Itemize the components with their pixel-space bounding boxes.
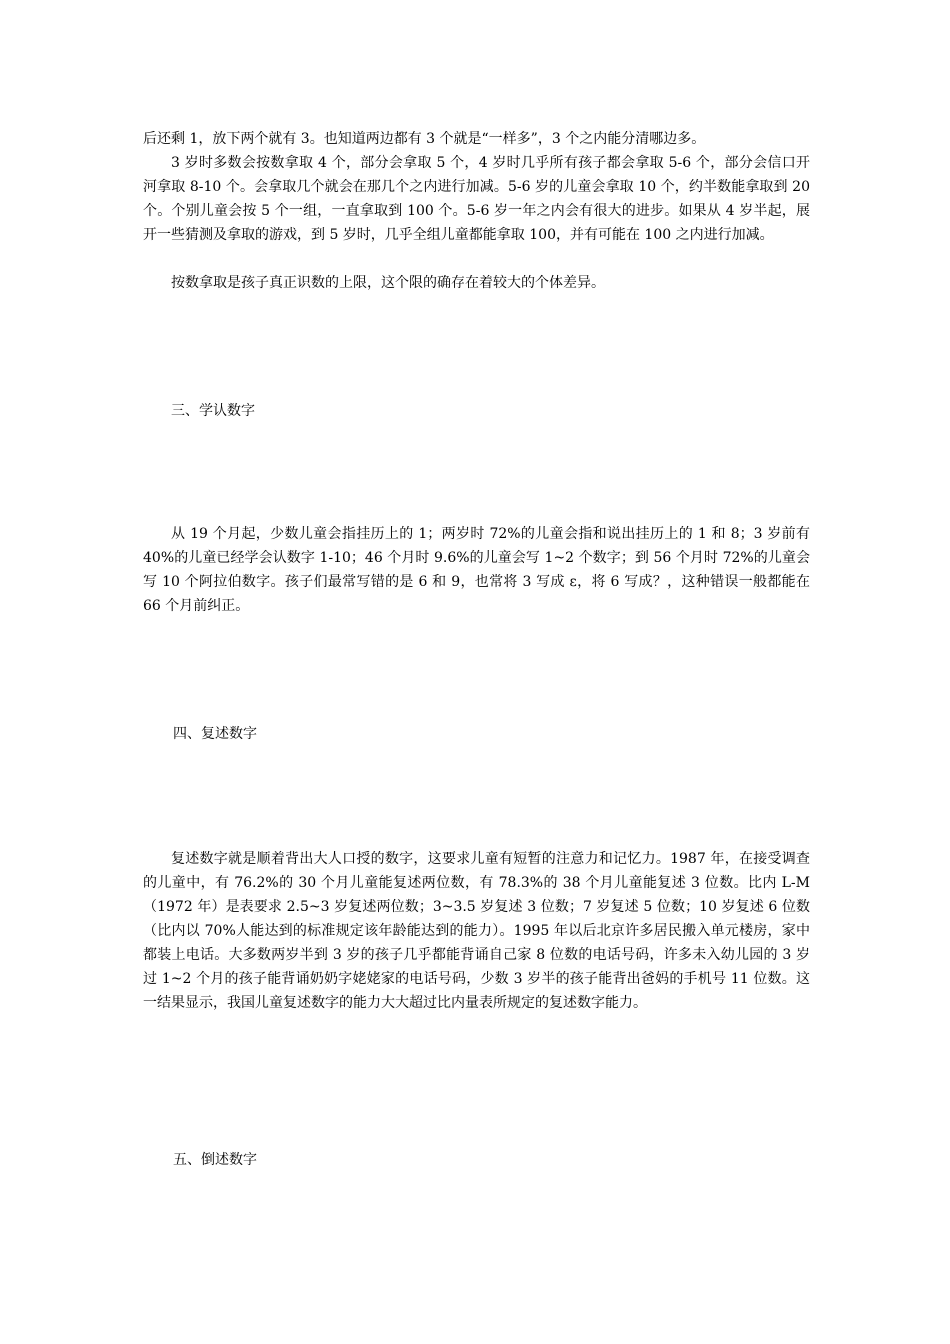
heading-repeating-digits: 四、复述数字 xyxy=(173,726,257,742)
heading-reverse-digits: 五、倒述数字 xyxy=(173,1152,257,1168)
paragraph-taking-by-number: 3 岁时多数会按数拿取 4 个，部分会拿取 5 个，4 岁时几乎所有孩子都会拿取 5-6 个，部分会信口开河拿取 8-10 个。会拿取几个就会在那几个之内进行加减。5-6 岁的儿童会拿取 10 个，约半数能拿取到 20 个。个别儿童会按 5 个一组，一直拿取到 100 个。5-6 岁一年之内会有很大的进步。如果从 4 岁半起，展开一些猜测及拿取的游戏，到 5 岁时，几乎全组儿童都能拿取 100，并有可能在 100 之内进行加减。 xyxy=(143,155,810,243)
paragraph-upper-limit: 按数拿取是孩子真正识数的上限，这个限的确存在着较大的个体差异。 xyxy=(171,275,605,291)
paragraph-repeating-digits: 复述数字就是顺着背出大人口授的数字，这要求儿童有短暂的注意力和记忆力。1987 年，在接受调查的儿童中，有 76.2%的 30 个月儿童能复述两位数，有 78.3%的 38 个月儿童能复述 3 位数。比内 L-M（1972 年）是表要求 2.5~3 岁复述两位数；3~3.5 岁复述 3 位数；7 岁复述 5 位数；10 岁复述 6 位数（比内以 70%人能达到的标准规定该年龄能达到的能力）。1995 年以后北京许多居民搬入单元楼房，家中都装上电话。大多数两岁半到 3 岁的孩子几乎都能背诵自己家 8 位数的电话号码，许多未入幼儿园的 3 岁过 1~2 个月的孩子能背诵奶奶字姥姥家的电话号码，少数 3 岁半的孩子能背出爸妈的手机号 11 位数。这一结果显示，我国儿童复述数字的能力大大超过比内量表所规定的复述数字能力。 xyxy=(143,851,810,1011)
paragraph-recognizing-numerals: 从 19 个月起，少数儿童会指挂历上的 1；两岁时 72%的儿童会指和说出挂历上的 1 和 8；3 岁前有 40%的儿童已经学会认数字 1-10；46 个月时 9.6%的儿童会写 1~2 个数字；到 56 个月时 72%的儿童会写 10 个阿拉伯数字。孩子们最常写错的是 6 和 9，也常将 3 写成 ε，将 6 写成？，这种错误一般都能在 66 个月前纠正。 xyxy=(143,526,810,614)
heading-learning-numerals: 三、学认数字 xyxy=(171,403,255,419)
paragraph-counting-continued: 后还剩 1，放下两个就有 3。也知道两边都有 3 个就是“一样多”，3 个之内能分清哪边多。 xyxy=(143,131,706,147)
